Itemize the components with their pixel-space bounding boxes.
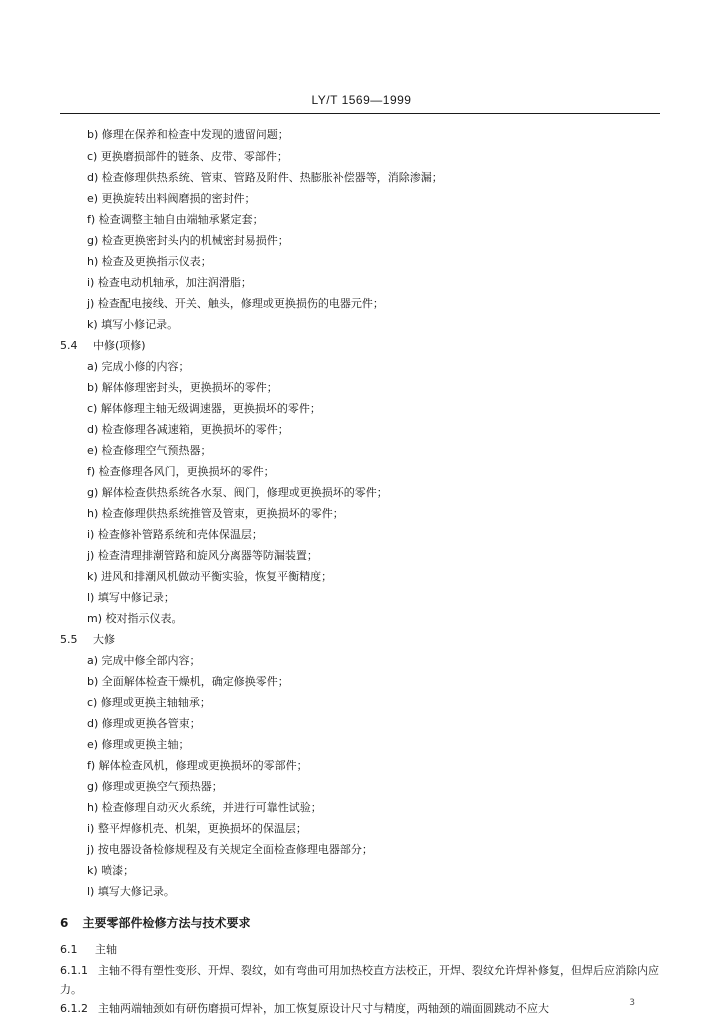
list-item: f) 解体检查风机，修理或更换损坏的零部件；: [87, 759, 308, 772]
list-item: i) 检查电动机轴承，加注润滑脂；: [87, 276, 252, 289]
list-item: k) 喷漆；: [87, 864, 135, 877]
list-item: h) 检查及更换指示仪表；: [87, 255, 212, 268]
chapter-title: 主要零部件检修方法与技术要求: [82, 916, 251, 930]
list-item: i) 检查修补管路系统和壳体保温层；: [87, 528, 263, 541]
list-item: b) 全面解体检查干燥机，确定修换零件；: [87, 675, 289, 688]
list-item: j) 按电器设备检修规程及有关规定全面检查修理电器部分；: [87, 843, 373, 856]
list-item: l) 填写大修记录。: [87, 885, 175, 898]
list-item: d) 检查修理各减速箱，更换损坏的零件；: [87, 423, 289, 436]
list-item: c) 更换磨损部件的链条、皮带、零部件；: [87, 150, 288, 163]
chapter-number: 6: [60, 916, 69, 930]
list-item: b) 修理在保养和检查中发现的遗留问题；: [87, 128, 289, 141]
list-item: i) 整平焊修机壳、机架，更换损坏的保温层；: [87, 822, 307, 835]
paragraph-text: 主轴不得有塑性变形、开焊、裂纹，如有弯曲可用加热校直方法校正，开焊、裂纹允许焊补修复，但焊后应消除内应力。: [60, 964, 659, 996]
section-number: 5.5: [60, 633, 78, 646]
section-title: 中修(项修): [93, 339, 146, 352]
list-item: c) 解体修理主轴无级调速器，更换损坏的零件；: [87, 402, 321, 415]
header-rule: [60, 113, 660, 114]
paragraph-6-1-1: [60, 961, 660, 999]
page-number: 3: [629, 998, 635, 1008]
list-item: d) 检查修理供热系统、管束、管路及附件、热膨胀补偿器等，消除渗漏；: [87, 171, 443, 184]
list-item: j) 检查清理排潮管路和旋风分离器等防漏装置；: [87, 549, 318, 562]
paragraph-number: 6.1.1: [60, 964, 88, 977]
paragraph-text: 主轴两端轴颈如有研伤磨损可焊补，加工恢复原设计尺寸与精度，两轴颈的端面圆跳动不应大: [98, 1002, 549, 1015]
list-item: c) 修理或更换主轴轴承；: [87, 696, 211, 709]
list-item: h) 检查修理自动灭火系统，并进行可靠性试验；: [87, 801, 322, 814]
list-item: g) 修理或更换空气预热器；: [87, 780, 223, 793]
list-item: k) 填写小修记录。: [87, 318, 179, 331]
list-item: l) 填写中修记录；: [87, 591, 175, 604]
list-item: e) 更换旋转出料阀磨损的密封件；: [87, 192, 256, 205]
list-item: g) 检查更换密封头内的机械密封易损件；: [87, 234, 289, 247]
section-title: 主轴: [95, 943, 117, 956]
section-5-4-heading: [60, 339, 146, 353]
list-item: k) 进风和排潮风机做动平衡实验，恢复平衡精度；: [87, 570, 333, 583]
list-item: b) 解体修理密封头，更换损坏的零件；: [87, 381, 278, 394]
list-item: e) 检查修理空气预热器；: [87, 444, 212, 457]
list-item: d) 修理或更换各管束；: [87, 717, 201, 730]
list-item: f) 检查调整主轴自由端轴承紧定套；: [87, 213, 264, 226]
list-item: h) 检查修理供热系统推管及管束，更换损坏的零件；: [87, 507, 344, 520]
paragraph-number: 6.1.2: [60, 1002, 88, 1015]
section-number: 5.4: [60, 339, 78, 352]
section-6-1-heading: [60, 943, 117, 957]
list-item: j) 检查配电接线、开关、触头，修理或更换损伤的电器元件；: [87, 297, 384, 310]
list-item: m) 校对指示仪表。: [87, 612, 183, 625]
list-item: g) 解体检查供热系统各水泵、阀门，修理或更换损坏的零件；: [87, 486, 388, 499]
list-item: f) 检查修理各风门，更换损坏的零件；: [87, 465, 275, 478]
section-number: 6.1: [60, 943, 78, 956]
list-item: a) 完成中修全部内容；: [87, 654, 201, 667]
section-title: 大修: [93, 633, 115, 646]
paragraph-6-1-2: [60, 999, 660, 1018]
section-5-5-heading: [60, 633, 115, 647]
list-item: a) 完成小修的内容；: [87, 360, 190, 373]
page-header: LY/T 1569—1999: [311, 93, 412, 107]
chapter-6-heading: [60, 914, 251, 931]
list-item: e) 修理或更换主轴；: [87, 738, 190, 751]
